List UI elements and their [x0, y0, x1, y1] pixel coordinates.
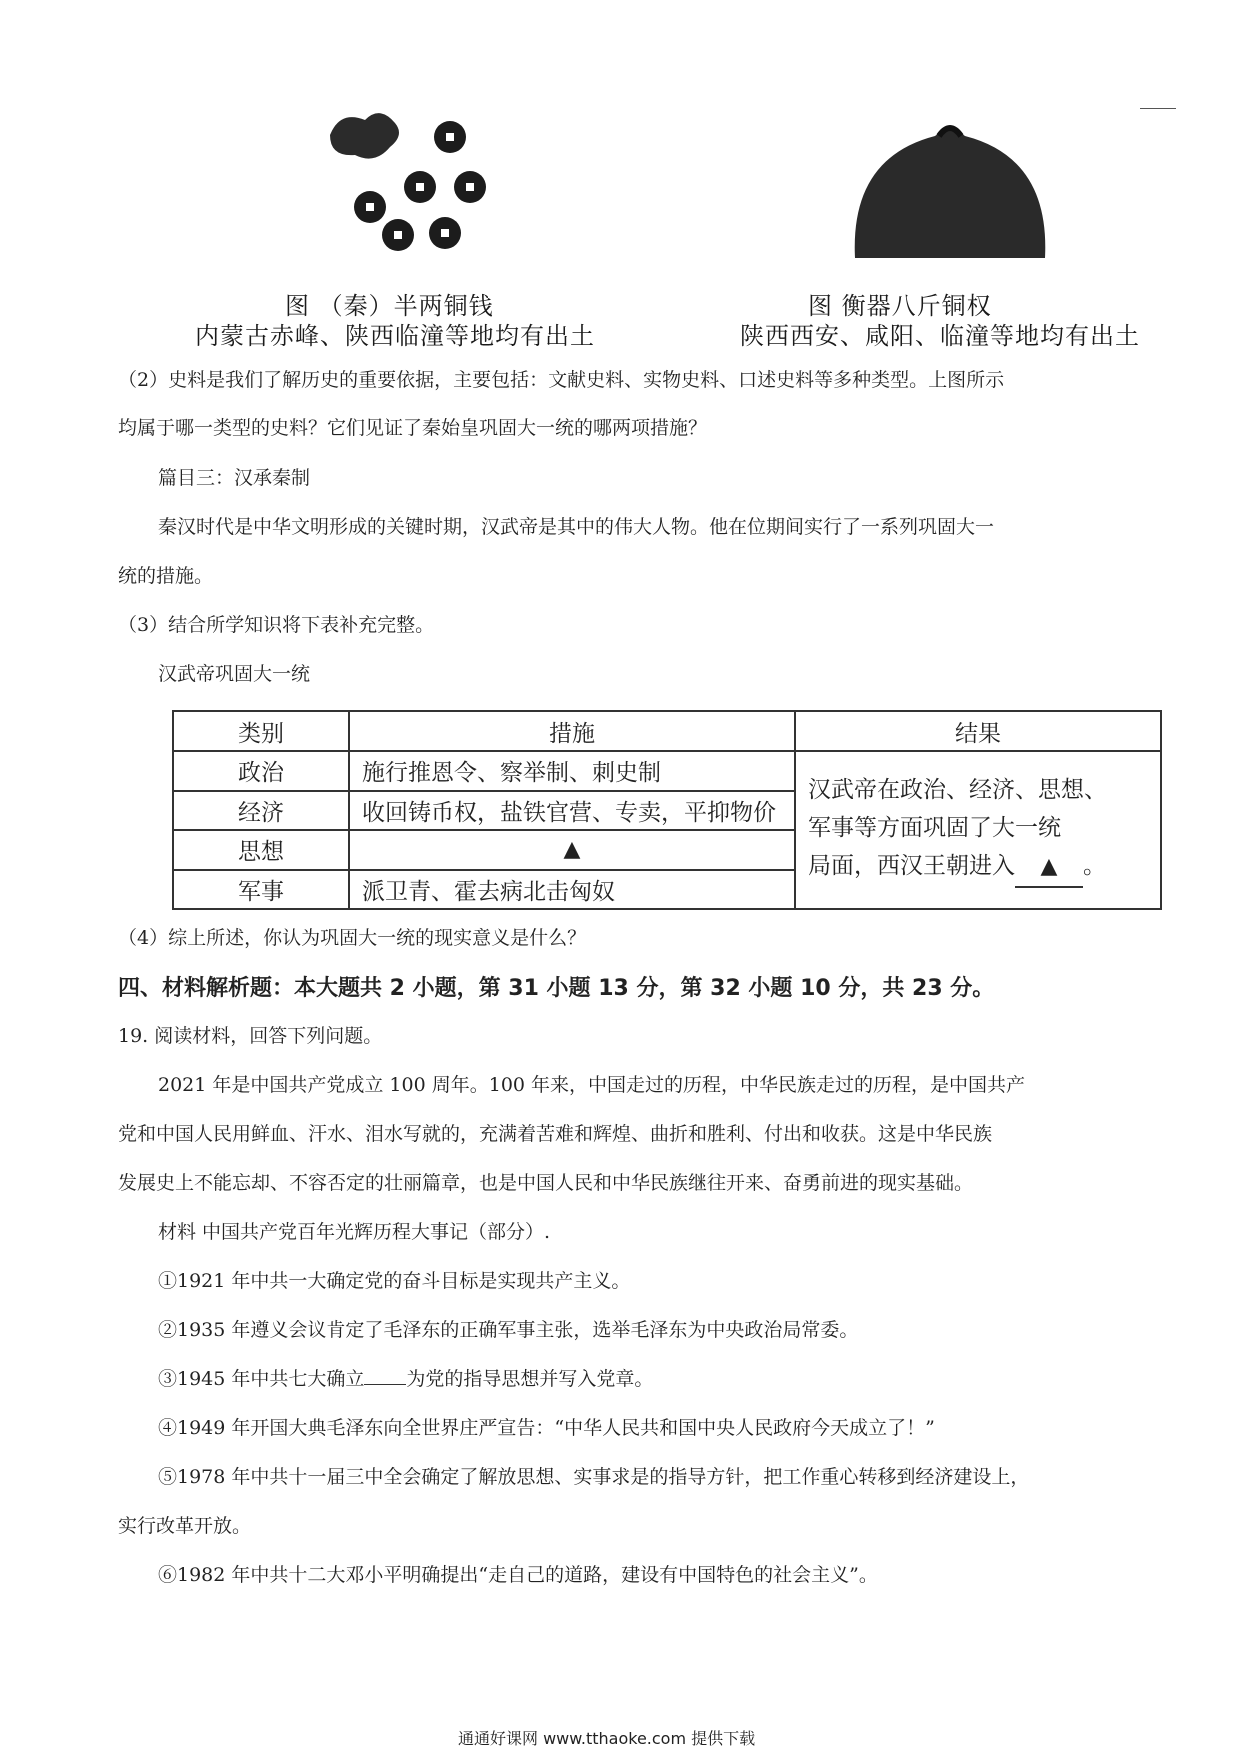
event-1: ①1921 年中共一大确定党的奋斗目标是实现共产主义。	[158, 1270, 631, 1292]
row-measure: 收回铸币权，盐铁官营、专卖，平抑物价	[349, 791, 795, 831]
event-3-text-a: ③1945 年中共七大确立	[158, 1368, 365, 1390]
header-measure: 措施	[349, 711, 795, 751]
material-title: 材料 中国共产党百年光辉历程大事记（部分）.	[158, 1221, 551, 1243]
result-line-2: 军事等方面巩固了大一统	[808, 815, 1061, 842]
row-measure: 派卫青、霍去病北击匈奴	[349, 870, 795, 910]
row-measure: 施行推恩令、察举制、刺史制	[349, 751, 795, 791]
figure-left-caption-1: 图 （秦）半两铜钱	[285, 292, 494, 320]
row-category: 经济	[173, 791, 349, 831]
question-2-line-1: （2）史料是我们了解历史的重要依据，主要包括：文献史料、实物史料、口述史料等多种类型。上图所示	[118, 369, 1005, 391]
corner-mark	[1140, 108, 1176, 109]
row-category: 思想	[173, 830, 349, 870]
figure-right-caption-1: 图 衡器八斤铜权	[808, 292, 992, 320]
event-5-line-1: ⑤1978 年中共十一届三中全会确定了解放思想、实事求是的指导方针，把工作重心转移到经济建设上，	[158, 1466, 1030, 1488]
result-line-1: 汉武帝在政治、经济、思想、	[808, 777, 1107, 804]
section-3-title: 篇目三：汉承秦制	[158, 467, 311, 489]
figure-right-caption-2: 陕西西安、咸阳、临潼等地均有出土	[740, 322, 1140, 350]
fill-blank	[364, 1384, 406, 1385]
result-cell	[795, 751, 1161, 909]
figure-left-caption-2: 内蒙古赤峰、陕西临潼等地均有出土	[195, 322, 595, 350]
table-title: 汉武帝巩固大一统	[158, 663, 311, 685]
row-measure-blank: ▲	[349, 830, 795, 870]
row-category: 政治	[173, 751, 349, 791]
header-result: 结果	[795, 711, 1161, 751]
header-category: 类别	[173, 711, 349, 751]
event-3	[158, 1365, 653, 1394]
result-period: 。	[1083, 853, 1106, 880]
measures-table	[172, 710, 1162, 910]
question-4-text: （4）综上所述，你认为巩固大一统的现实意义是什么？	[118, 927, 587, 949]
q19-paragraph-1: 2021 年是中国共产党成立 100 周年。100 年来，中国走过的历程，中华民族走过的历程，是中国共产	[158, 1074, 1026, 1096]
coins-image	[320, 105, 520, 265]
event-2: ②1935 年遵义会议肯定了毛泽东的正确军事主张，选举毛泽东为中央政治局常委。	[158, 1319, 859, 1341]
event-3-text-b: 为党的指导思想并写入党章。	[406, 1368, 654, 1390]
row-category: 军事	[173, 870, 349, 910]
part-4-heading: 四、材料解析题：本大题共 2 小题，第 31 小题 13 分，第 32 小题 10 分，共 23 分。	[118, 976, 995, 1001]
section-3-intro-2: 统的措施。	[118, 565, 214, 587]
footer-text: 通通好课网 www.tthaoke.com 提供下载	[458, 1729, 756, 1748]
question-2-line-2: 均属于哪一类型的史料？它们见证了秦始皇巩固大一统的哪两项措施？	[118, 417, 708, 439]
bronze-weight-image	[845, 118, 1055, 268]
question-19-title: 19. 阅读材料，回答下列问题。	[118, 1025, 383, 1047]
q19-paragraph-3: 发展史上不能忘却、不容否定的壮丽篇章，也是中国人民和中华民族继往开来、奋勇前进的现实基础。	[118, 1172, 974, 1194]
event-5-line-2: 实行改革开放。	[118, 1515, 252, 1537]
event-6: ⑥1982 年中共十二大邓小平明确提出“走自己的道路，建设有中国特色的社会主义”。	[158, 1564, 878, 1586]
result-line-3-text: 局面，西汉王朝进入	[808, 853, 1015, 880]
result-line-3	[808, 848, 1148, 887]
triangle-blank: ▲	[1015, 849, 1083, 887]
section-3-intro-1: 秦汉时代是中华文明形成的关键时期，汉武帝是其中的伟大人物。他在位期间实行了一系列巩固大一	[158, 516, 995, 538]
event-4: ④1949 年开国大典毛泽东向全世界庄严宣告：“中华人民共和国中央人民政府今天成立了！”	[158, 1417, 935, 1439]
q19-paragraph-2: 党和中国人民用鲜血、汗水、泪水写就的，充满着苦难和辉煌、曲折和胜利、付出和收获。这是中华民族	[118, 1123, 993, 1145]
question-3-text: （3）结合所学知识将下表补充完整。	[118, 614, 435, 636]
